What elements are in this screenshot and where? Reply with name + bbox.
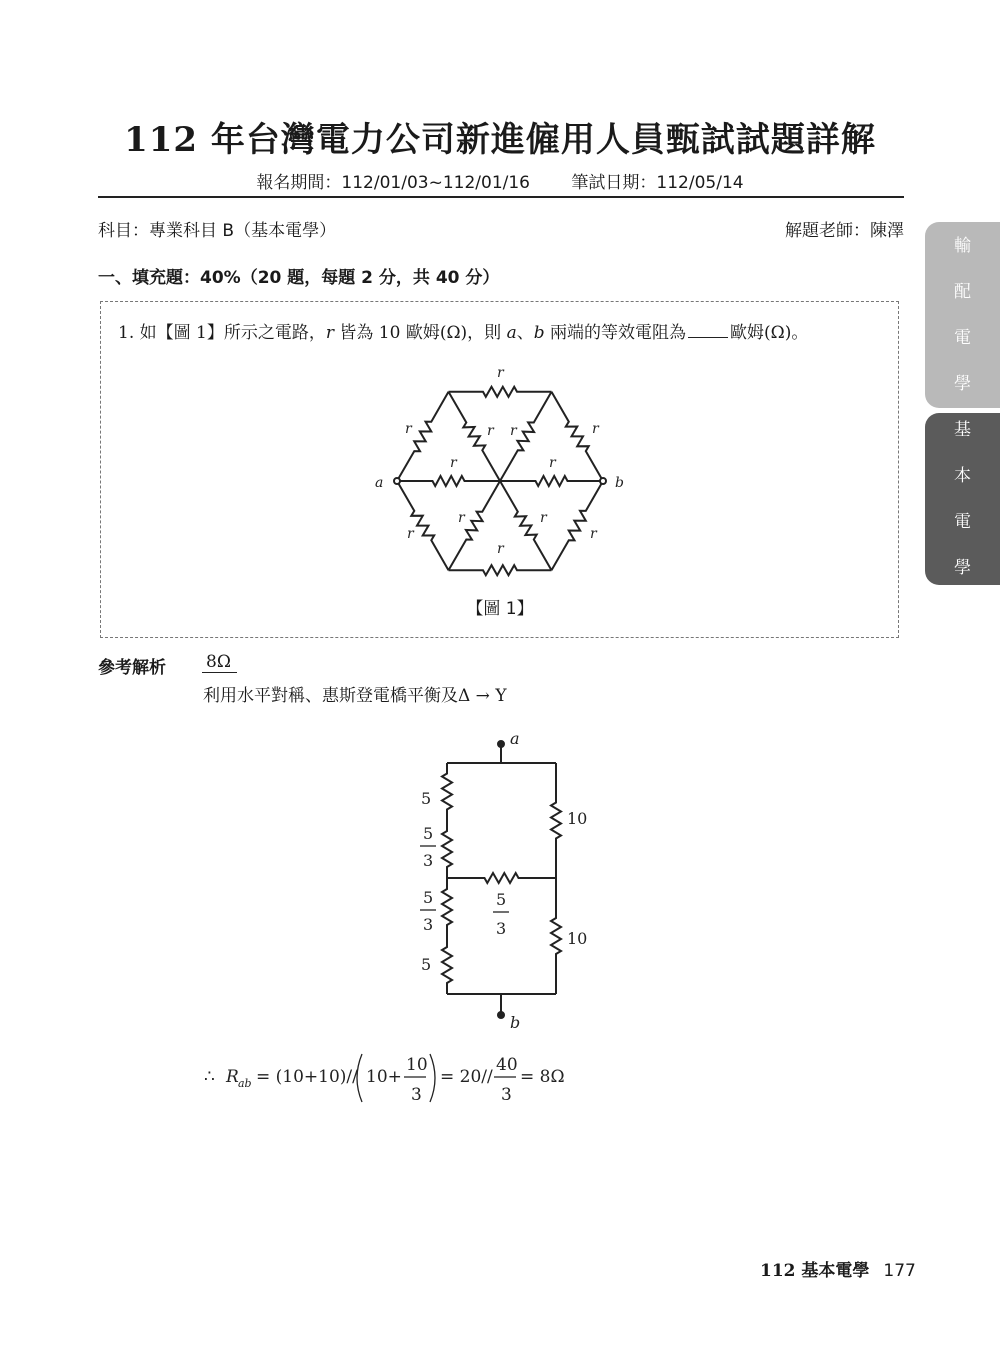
fig2-left-frac1-num: 5	[423, 824, 434, 843]
fig2-right-resistor-bottom	[551, 878, 561, 994]
fig2-left-frac2-den: 3	[423, 915, 434, 934]
page-footer	[760, 1256, 916, 1281]
fig2-left-resistor-1	[442, 763, 452, 820]
fig2-left-bottom-label: 5	[421, 955, 432, 974]
question-text: 1. 如【圖 1】所示之電路，r 皆為 10 歐姆(Ω)，則 a、b 兩端的等效電阻為 歐姆(Ω)。	[118, 323, 809, 343]
fig1-resistor-label: r	[497, 541, 504, 557]
answer-label: 參考解析	[98, 658, 166, 678]
formula-frac2-num: 40	[496, 1055, 518, 1075]
solution-method: 利用水平對稱、惠斯登電橋平衡及Δ → Y	[203, 686, 507, 706]
fig2-node-a: a	[510, 729, 520, 748]
fig1-resistor-label: r	[540, 510, 547, 526]
fig1-resistor-label: r	[592, 421, 599, 437]
fig2-right-top-label: 10	[567, 809, 588, 828]
fig1-resistor-label: r	[590, 526, 597, 542]
fig2-terminal-b	[498, 1012, 504, 1018]
fig1-resistor-label: r	[407, 526, 414, 542]
side-tab-transmission[interactable]: 輸 配 電 學	[925, 222, 1000, 408]
fig1-node-a-label: a	[375, 475, 384, 491]
delta-to-y: Δ → Y	[458, 686, 507, 706]
formula-inner: 10+	[366, 1067, 402, 1087]
fig2-node-b: b	[510, 1013, 521, 1032]
formula-part1: = (10+10)//	[256, 1067, 358, 1087]
result-formula	[200, 1048, 600, 1108]
section-heading: 一、填充題：40%（20 題，每題 2 分，共 40 分）	[98, 268, 500, 288]
teacher-label: 解題老師：陳澤	[785, 221, 904, 241]
fig1-resistor-label: r	[497, 365, 504, 381]
formula-part3: = 8Ω	[520, 1067, 565, 1087]
page-title: 112 年台灣電力公司新進僱用人員甄試試題詳解	[124, 120, 876, 160]
therefore-symbol: ∴	[204, 1067, 215, 1087]
fig1-resistor-label: r	[458, 510, 465, 526]
answer-value: 8Ω	[202, 652, 237, 673]
fig2-left-resistor-2	[442, 820, 452, 878]
subject-label: 科目：專業科目 B（基本電學）	[98, 221, 337, 241]
fig2-left-top-label: 5	[421, 789, 432, 808]
formula-R: R	[226, 1067, 239, 1087]
formula-R-subscript: ab	[238, 1077, 252, 1090]
fig2-middle-den: 3	[496, 919, 507, 938]
fig2-left-resistor-3	[442, 878, 452, 936]
fig1-resistor-label: r	[405, 421, 412, 437]
formula-part2: = 20//	[440, 1067, 493, 1087]
fig1-resistor-label: r	[487, 423, 494, 439]
fig2-middle-num: 5	[496, 890, 507, 909]
formula-frac1-den: 3	[411, 1085, 422, 1105]
footer-book-title: 112 基本電學	[760, 1261, 870, 1281]
header-divider	[98, 196, 904, 198]
fig2-middle-resistor	[447, 873, 556, 883]
formula-frac1-num: 10	[406, 1055, 428, 1075]
fig1-resistor-label: r	[510, 423, 517, 439]
fig2-right-resistor-top	[551, 763, 561, 878]
fig2-left-frac2-num: 5	[423, 888, 434, 907]
fig2-left-resistor-4	[442, 936, 452, 994]
question-box	[100, 301, 899, 638]
exam-period-line	[0, 168, 1000, 193]
fig1-node-b-label: b	[615, 475, 624, 491]
answer-blank	[688, 323, 728, 338]
fig1-resistor-label: r	[450, 455, 457, 471]
fig2-terminal-a	[498, 741, 504, 747]
side-tab-basic-electricity[interactable]: 基 本 電 學	[925, 413, 1000, 585]
formula-frac2-den: 3	[501, 1085, 512, 1105]
fig1-resistor-label: r	[549, 455, 556, 471]
fig2-right-bottom-label: 10	[567, 929, 588, 948]
page-number: 177	[883, 1261, 916, 1281]
fig2-left-frac1-den: 3	[423, 851, 434, 870]
registration-period: 報名期間：112/01/03~112/01/16	[256, 173, 530, 193]
figure-1-caption: 【圖 1】	[466, 599, 534, 619]
exam-date: 筆試日期：112/05/14	[571, 173, 744, 193]
